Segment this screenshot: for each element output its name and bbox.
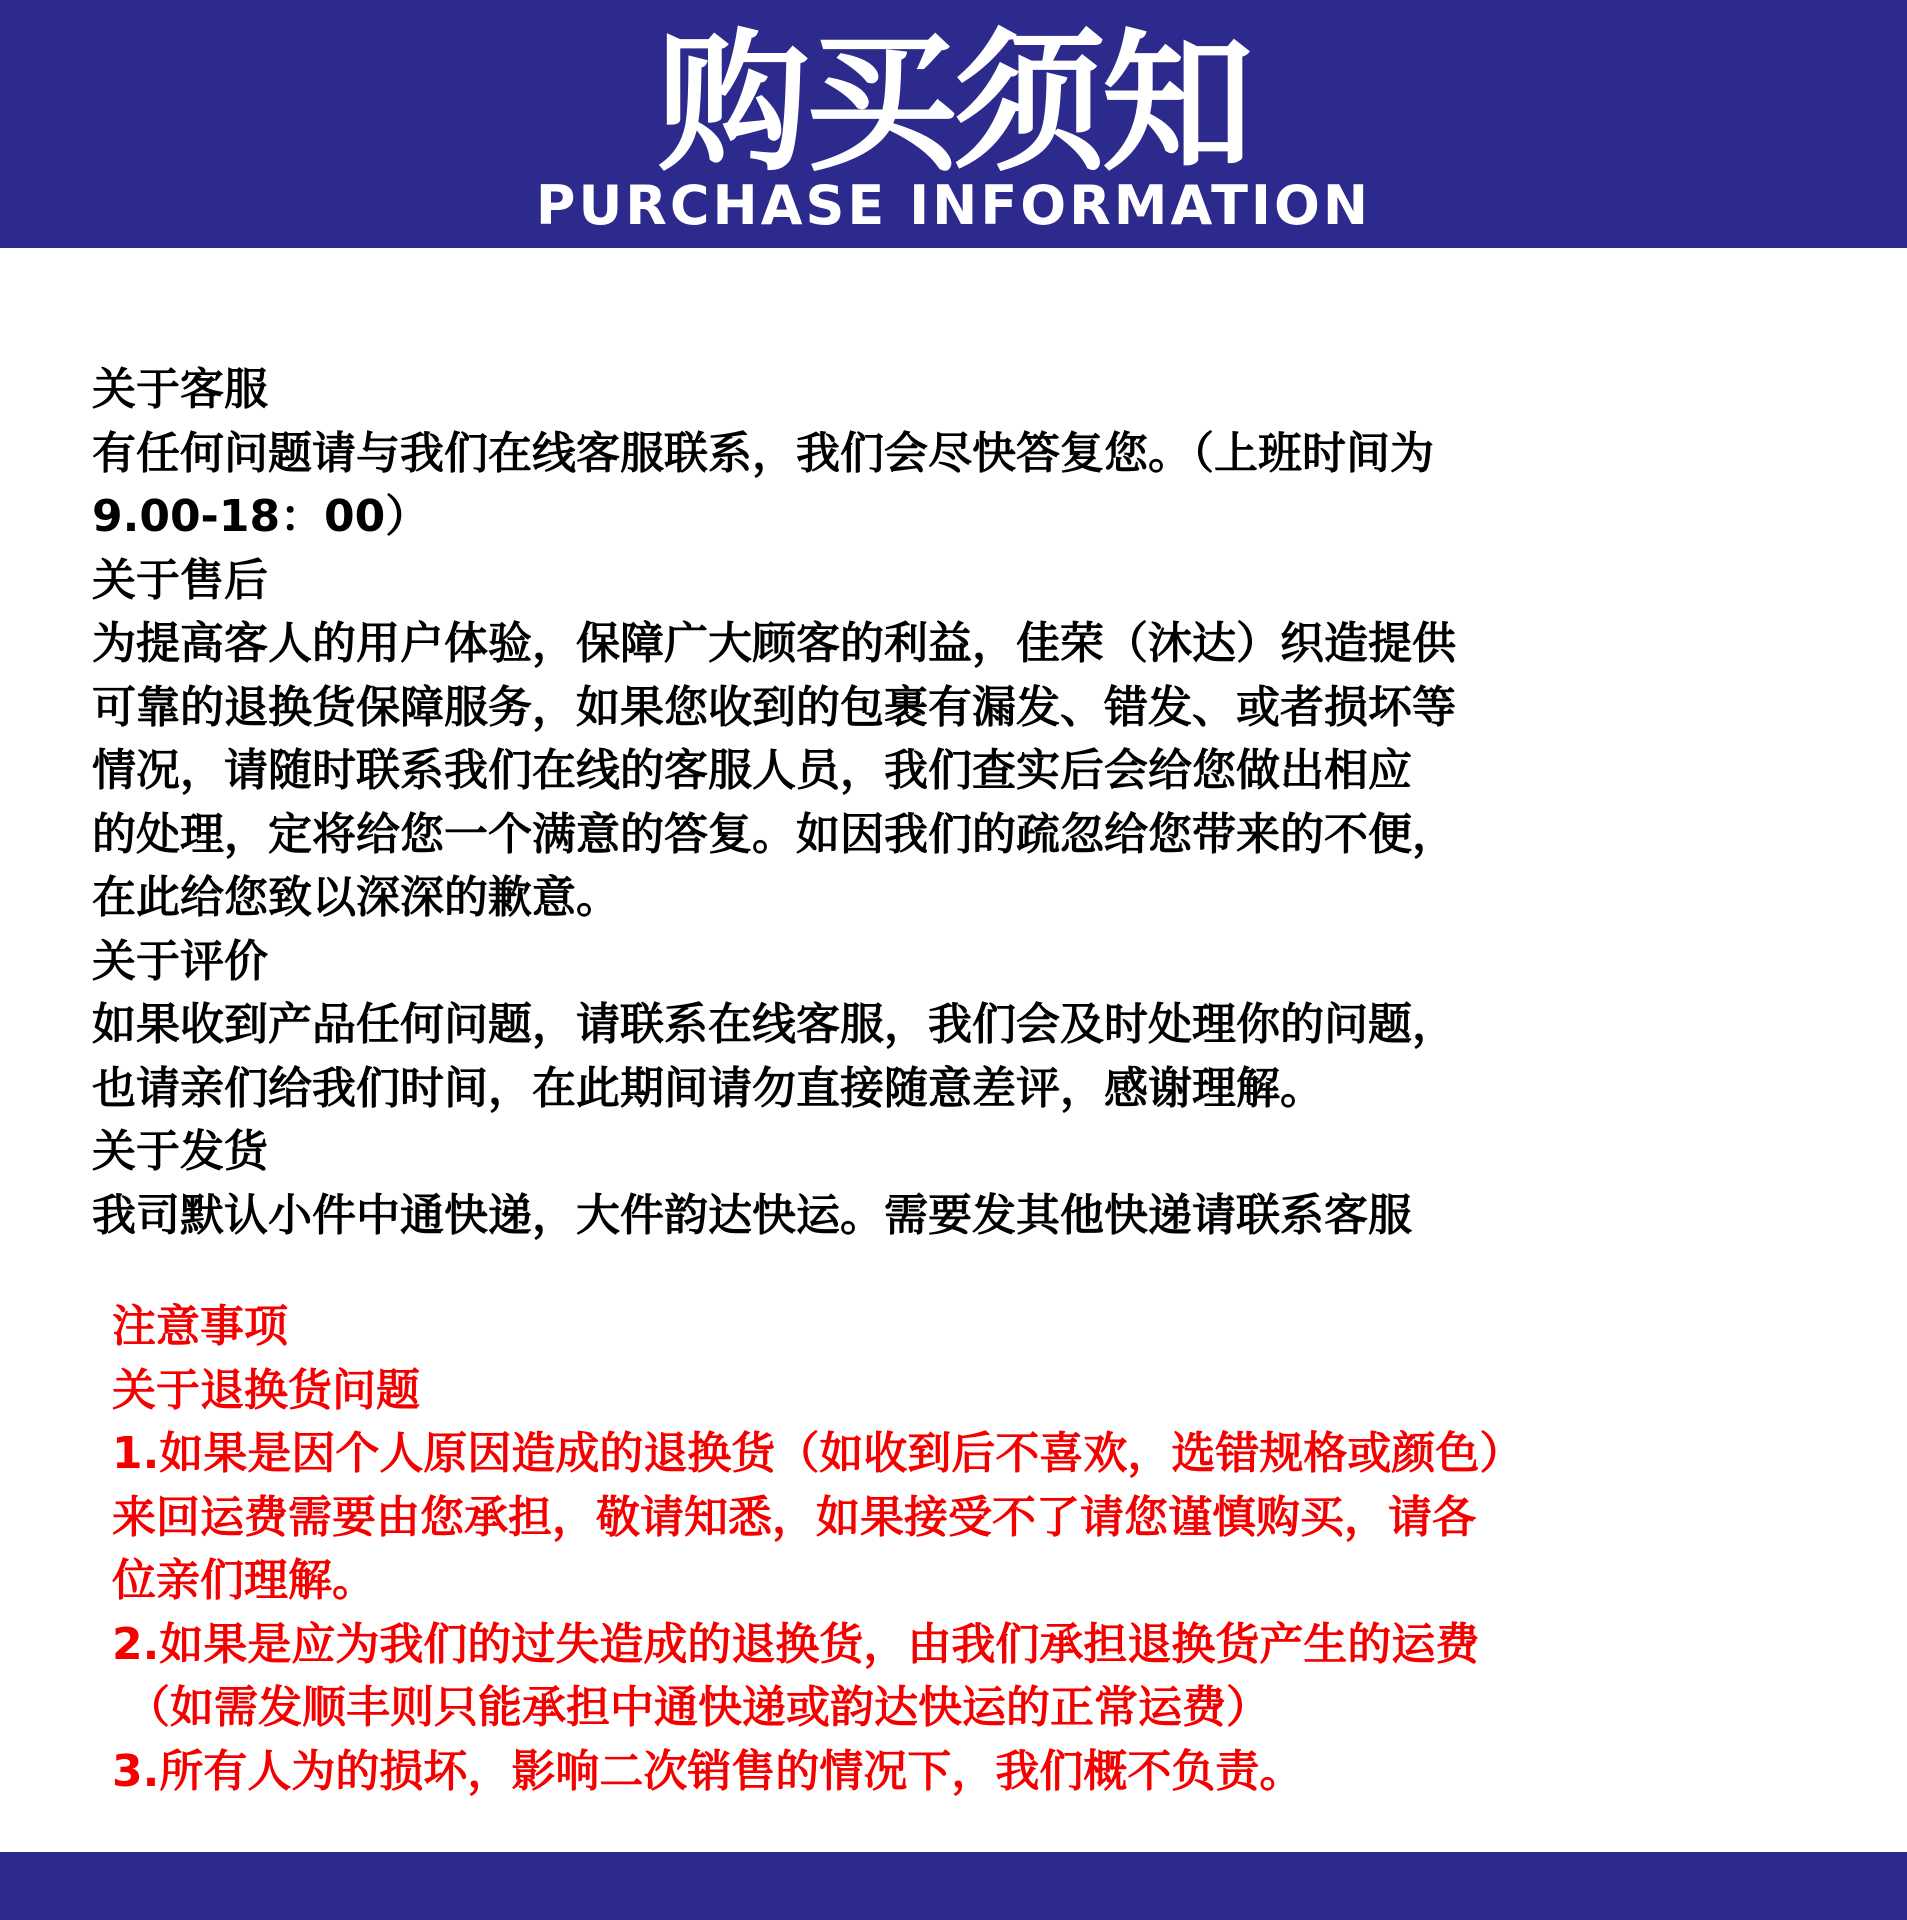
service-text-line: 9.00-18：00） <box>92 491 430 542</box>
notice-text-line: 3.所有人为的损坏，影响二次销售的情况下，我们概不负责。 <box>112 1745 1304 1797</box>
notice-text-line: 2.如果是应为我们的过失造成的退换货，由我们承担退换货产生的运费 <box>112 1618 1480 1670</box>
notice-text-line: 来回运费需要由您承担，敬请知悉，如果接受不了请您谨慎购买，请各 <box>112 1491 1476 1543</box>
service-text-line: 有任何问题请与我们在线客服联系，我们会尽快答复您。（上班时间为 <box>92 427 1434 479</box>
notice-text-line: 位亲们理解。 <box>112 1555 376 1606</box>
info-section <box>92 358 1812 1247</box>
header-banner <box>0 0 1907 248</box>
notice-section <box>112 1295 1892 1803</box>
review-text-line: 也请亲们给我们时间，在此期间请勿直接随意差评，感谢理解。 <box>92 1062 1324 1114</box>
return-policy-heading: 关于退换货问题 <box>112 1364 420 1416</box>
page-title: 购买须知 <box>657 15 1250 192</box>
page-subtitle: PURCHASE INFORMATION <box>535 174 1372 237</box>
service-heading: 关于客服 <box>92 364 268 415</box>
aftersale-heading: 关于售后 <box>92 554 268 606</box>
notice-heading: 注意事项 <box>112 1301 288 1352</box>
review-heading: 关于评价 <box>92 935 268 987</box>
aftersale-text-line: 为提高客人的用户体验，保障广大顾客的利益，佳荣（沐达）织造提供 <box>92 618 1456 669</box>
notice-text-line: 1.如果是因个人原因造成的退换货（如收到后不喜欢，选错规格或颜色） <box>112 1428 1524 1479</box>
aftersale-text-line: 可靠的退换货保障服务，如果您收到的包裹有漏发、错发、或者损坏等 <box>92 681 1456 733</box>
aftersale-text-line: 在此给您致以深深的歉意。 <box>92 872 620 923</box>
footer-banner <box>0 1852 1907 1920</box>
aftersale-text-line: 的处理，定将给您一个满意的答复。如因我们的疏忽给您带来的不便， <box>92 808 1456 860</box>
shipping-text-line: 我司默认小件中通快递，大件韵达快运。需要发其他快递请联系客服 <box>92 1189 1412 1241</box>
shipping-heading: 关于发货 <box>92 1126 268 1177</box>
aftersale-text-line: 情况，请随时联系我们在线的客服人员，我们查实后会给您做出相应 <box>92 745 1412 796</box>
review-text-line: 如果收到产品任何问题，请联系在线客服，我们会及时处理你的问题， <box>92 999 1456 1050</box>
notice-text-line: （如需发顺丰则只能承担中通快递或韵达快运的正常运费） <box>126 1682 1270 1733</box>
